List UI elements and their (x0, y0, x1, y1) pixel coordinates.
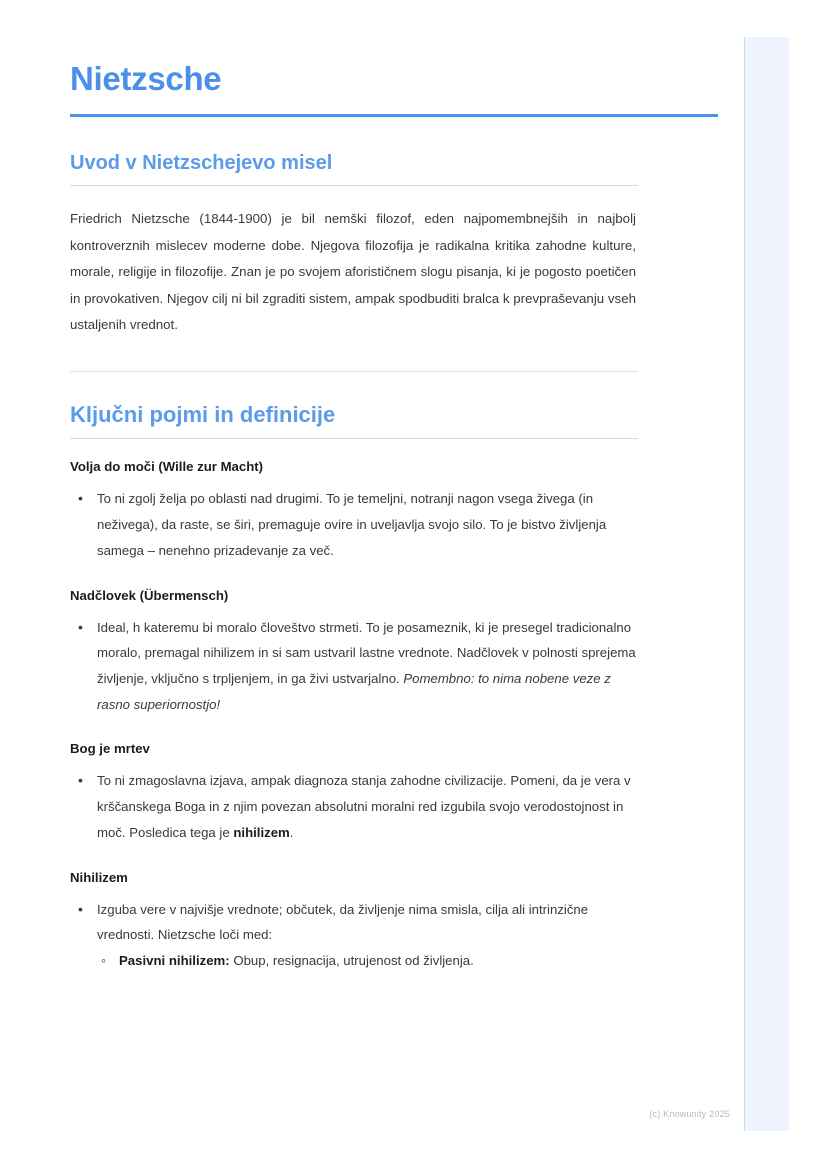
list-item-text: Ideal, h kateremu bi moralo človeštvo strmeti. To je posameznik, ki je presegel tradicionalno moralo, premagal nihilizem in si sam ustvaril lastne vrednote. Nadčlovek v polnosti sprejema življenje, vključno s trpljenjem, in ga živi ustvarjalno. (97, 619, 636, 686)
sub-list-item-label: Pasivni nihilizem: (119, 953, 230, 969)
term-bullets-nihilizem (70, 897, 636, 974)
content-divider (70, 371, 638, 372)
document-content (70, 60, 636, 976)
term-bullets-nadclovek (70, 615, 636, 718)
list-item-text: To ni zmagoslavna izjava, ampak diagnoza stanja zahodne civilizacije. Pomeni, da je vera v krščanskega Boga in z njim povezan absolutni moralni red izgubila svojo verodostojnost in moč. Posledica tega je (97, 773, 631, 840)
list-item (70, 897, 636, 974)
term-heading-bog-je-mrtev: Bog je mrtev (70, 741, 150, 757)
intro-paragraph: Friedrich Nietzsche (1844-1900) je bil nemški filozof, eden najpomembnejših in najbolj kontroverznih mislecev moderne dobe. Njegova filozofija je radikalna kritika zahodne kulture, morale, religije in filozofije. Znan je po svojem aforističnem slogu pisanja, ki je pogosto poetičen in provokativen. Njegov cilj ni bil zgraditi sistem, ampak spodbuditi bralca k prevpraševanju vseh ustaljenih vrednot. (70, 210, 636, 333)
section-divider-key-concepts (70, 438, 638, 439)
list-item (97, 948, 636, 974)
page-title: Nietzsche (70, 60, 222, 97)
list-item-text-tail: . (289, 824, 294, 840)
term-heading-volja-do-moci: Volja do moči (Wille zur Macht) (70, 459, 264, 475)
term-heading-nadclovek: Nadčlovek (Übermensch) (70, 587, 229, 603)
sub-list-item-text: Obup, resignacija, utrujenost od življenja. (229, 953, 474, 969)
page-side-rail (744, 37, 789, 1131)
list-item (70, 615, 636, 718)
footer-credit: (c) Knowunity 2025 (649, 1109, 730, 1119)
list-item-text: Izguba vere v najvišje vrednote; občutek, da življenje nima smisla, cilja ali intrinzične vrednosti. Nietzsche loči med: (97, 901, 589, 943)
list-item (70, 768, 636, 845)
section-divider-intro (70, 185, 638, 186)
section-heading-key-concepts: Ključni pojmi in definicije (70, 401, 336, 427)
term-bullets-bog-je-mrtev (70, 768, 636, 845)
term-heading-nihilizem: Nihilizem (70, 869, 128, 885)
title-divider (70, 114, 718, 117)
list-item-emphasis: Pomembno: to nima nobene veze z rasno superiornostjo! (97, 670, 611, 712)
term-bullets-volja-do-moci (70, 486, 636, 563)
sub-bullet-list (97, 948, 636, 974)
list-item-strong: nihilizem (233, 824, 290, 840)
list-item: • To ni zgolj želja po oblasti nad drugimi. To je temeljni, notranji nagon vsega živega (in neživega), da raste, se širi, premaguje ovire in uveljavlja svojo silo. To je bistvo življenja samega – nenehno prizadevanje za več. (70, 486, 636, 563)
section-heading-intro: Uvod v Nietzschejevo misel (70, 151, 333, 174)
